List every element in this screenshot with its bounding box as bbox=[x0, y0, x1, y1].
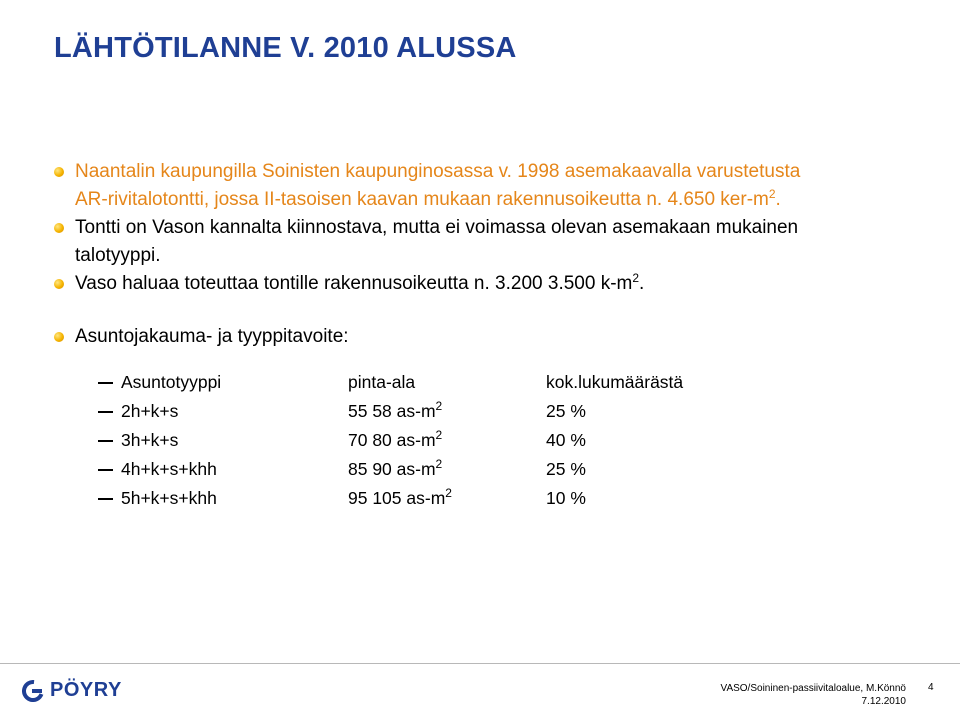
dash-marker bbox=[98, 411, 113, 413]
cell-share: 10 % bbox=[546, 488, 586, 508]
dash-marker bbox=[98, 469, 113, 471]
cell-share: 25 % bbox=[546, 401, 586, 421]
cell-area: 70 80 $as-m^2$ bbox=[348, 428, 443, 450]
bullet-dot-icon bbox=[54, 223, 64, 233]
bullet-item-interest bbox=[54, 214, 934, 270]
footer-divider bbox=[0, 663, 960, 664]
cell-type: 5h+k+s+khh bbox=[121, 488, 217, 508]
cell-area: 85 90 $as-m^2$ bbox=[348, 457, 443, 479]
header-type: Asuntotyyppi bbox=[121, 372, 222, 392]
footer-info bbox=[721, 682, 906, 708]
header-share: kok.lukumäärästä bbox=[546, 372, 684, 392]
header-area: pinta-ala bbox=[348, 372, 416, 392]
bullet-text: Naantalin kaupungilla Soinisten kaupunginosassa v. 1998 asemakaavalla varustetusta bbox=[75, 161, 801, 182]
footer-date: 7.12.2010 bbox=[861, 696, 906, 707]
cell-share: 40 % bbox=[546, 430, 586, 450]
logo-text: PÖYRY bbox=[50, 679, 122, 701]
bullet-dot-icon bbox=[54, 167, 64, 177]
slide-title: LÄHTÖTILANNE V. 2010 ALUSSA bbox=[54, 32, 517, 64]
bullet-dot-icon bbox=[54, 332, 64, 342]
poyry-logo-icon bbox=[22, 680, 44, 702]
cell-share: 25 % bbox=[546, 459, 586, 479]
bullet-text: AR-rivitalotontti, jossa II-tasoisen kaavan mukaan rakennusoikeutta n. 4.650 ker-$m^2$. bbox=[75, 187, 781, 210]
bullet-text: talotyyppi. bbox=[75, 245, 161, 266]
page-number: 4 bbox=[928, 682, 934, 693]
cell-type: 3h+k+s bbox=[121, 430, 179, 450]
dash-marker bbox=[98, 440, 113, 442]
cell-type: 2h+k+s bbox=[121, 401, 179, 421]
bullet-text: Asuntojakauma- ja tyyppitavoite: bbox=[75, 326, 349, 347]
bullet-item-distribution bbox=[54, 323, 934, 351]
dash-marker bbox=[98, 382, 113, 384]
company-logo bbox=[22, 679, 122, 702]
dash-marker bbox=[98, 498, 113, 500]
bullet-text: Vaso haluaa toteuttaa tontille rakennusoikeutta n. 3.200 3.500 $k-m^2$. bbox=[75, 271, 645, 294]
bullet-dot-icon bbox=[54, 279, 64, 289]
cell-area: 55 58 $as-m^2$ bbox=[348, 399, 443, 421]
bullet-list bbox=[54, 158, 934, 351]
cell-type: 4h+k+s+khh bbox=[121, 459, 217, 479]
cell-area: 95 105 $as-m^2$ bbox=[348, 486, 452, 508]
bullet-text: Tontti on Vason kannalta kiinnostava, mutta ei voimassa olevan asemakaan mukainen bbox=[75, 217, 799, 238]
bullet-item-plot bbox=[54, 158, 934, 214]
footer-source: VASO/Soininen-passiivitaloalue, M.Könnö bbox=[720, 683, 906, 694]
bullet-item-goal bbox=[54, 270, 934, 298]
